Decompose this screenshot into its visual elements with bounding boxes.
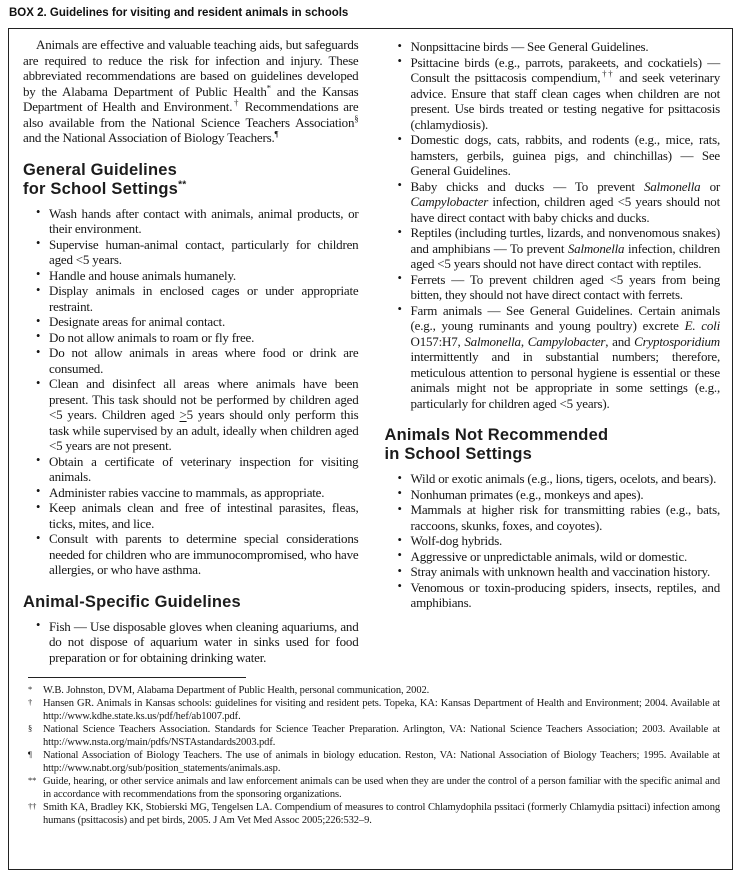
footnote-divider bbox=[28, 677, 246, 678]
bullet-item: • Domestic dogs, cats, rabbits, and rodents (e.g., mice, rats, hamsters, gerbils, guinea pigs, and chinchillas) — See General Guidelines. bbox=[411, 132, 721, 179]
bullet-item: • Ferrets — To prevent children aged <5 years from being bitten, they should not have direct contact with ferrets. bbox=[411, 272, 721, 303]
bullet-item: • Farm animals — See General Guidelines. Certain animals (e.g., young ruminants and young poultry) excrete E. coli O157:H7, Salmonella, Campylobacter, and Cryptosporidium intermittently and in substantial numbers; therefore, meticulous attention to personal hygiene is essential or these animals might not be appropriate in some settings (e.g., particularly for children aged <5 years). bbox=[411, 303, 721, 412]
left-column bbox=[23, 37, 359, 665]
animal-specific-list-continued bbox=[385, 39, 721, 411]
bullet-item: • Baby chicks and ducks — To prevent Salmonella or Campylobacter infection, children aged <5 years should not have direct contact with baby chicks and ducks. bbox=[411, 179, 721, 226]
animal-specific-list bbox=[23, 619, 359, 666]
bullet-item: • Mammals at higher risk for transmitting rabies (e.g., bats, raccoons, skunks, foxes, and coyotes). bbox=[411, 502, 721, 533]
footnote-marker: †† bbox=[28, 801, 37, 811]
bullet-item: • Display animals in enclosed cages or under appropriate restraint. bbox=[49, 283, 359, 314]
bullet-item: • Do not allow animals in areas where food or drink are consumed. bbox=[49, 345, 359, 376]
bullet-item: • Wolf-dog hybrids. bbox=[411, 533, 721, 549]
box-title: BOX 2. Guidelines for visiting and resident animals in schools bbox=[9, 7, 349, 19]
heading-animal-specific-guidelines bbox=[23, 593, 359, 612]
footnote-text: National Science Teachers Association. Standards for Science Teacher Preparation. Arlington, VA: National Science Teachers Association; 2003. Available at http://www.nsta.org/main/pdfs/NSTAstandards2003.pdf. bbox=[43, 724, 720, 748]
heading-line: General Guidelines bbox=[23, 160, 177, 179]
bullet-item: • Nonpsittacine birds — See General Guidelines. bbox=[411, 39, 721, 55]
bullet-item: • Consult with parents to determine special considerations needed for children who are immunocompromised, who have allergies, or who have asthma. bbox=[49, 531, 359, 578]
bullet-item: • Wild or exotic animals (e.g., lions, tigers, ocelots, and bears). bbox=[411, 471, 721, 487]
bullet-item: • Keep animals clean and free of intestinal parasites, fleas, ticks, mites, and lice. bbox=[49, 500, 359, 531]
bullet-item: • Psittacine birds (e.g., parrots, parakeets, and cockatiels) — Consult the psittacosis compendium,†† and seek veterinary advice. Ensure that staff clean cages when children are not present. Use birds treated or testing negative for psittacosis (chlamydiosis). bbox=[411, 55, 721, 133]
footnote-marker: * bbox=[28, 684, 33, 694]
footnote bbox=[23, 801, 720, 827]
bullet-item: • Wash hands after contact with animals, animal products, or their environment. bbox=[49, 206, 359, 237]
heading-line: in School Settings bbox=[384, 445, 533, 463]
heading-line: Animals Not Recommended bbox=[384, 426, 609, 444]
footnote-text: Hansen GR. Animals in Kansas schools: guidelines for visiting and resident pets. Topeka, KA: Kansas Department of Health and Environment; 2004. Available at http://www.kdhe.state.ks.us/pdf/hef/ab1007.pdf. bbox=[43, 698, 720, 722]
bullet-item: • Handle and house animals humanely. bbox=[49, 268, 359, 284]
bullet-item: • Do not allow animals to roam or fly free. bbox=[49, 330, 359, 346]
general-guidelines-list bbox=[23, 206, 359, 578]
bullet-item: • Stray animals with unknown health and vaccination history. bbox=[411, 564, 721, 580]
bullet-item: • Designate areas for animal contact. bbox=[49, 314, 359, 330]
footnote bbox=[23, 775, 720, 801]
bullet-item: • Clean and disinfect all areas where animals have been present. This task should not be performed by children aged <5 years. Children aged >5 years should only perform this task while supervised by an adult, ideally when children aged <5 years are not present. bbox=[49, 376, 359, 454]
intro-paragraph: Animals are effective and valuable teaching aids, but safeguards are required to reduce the risk for infection and injury. These abbreviated recommendations are based on guidelines developed by the Alabama Department of Public Health* and the Kansas Department of Health and Environment.† Recommendations are also available from the National Science Teachers Association§ and the National Association of Biology Teachers.¶ bbox=[23, 37, 359, 145]
footnote-text: Guide, hearing, or other service animals and law enforcement animals can be used when they are under the control of a person familiar with the specific animal and in accordance with recommendations from the sponsoring organizations. bbox=[43, 776, 720, 800]
heading-line: Animal-Specific Guidelines bbox=[23, 592, 241, 611]
heading-line: for School Settings** bbox=[23, 179, 187, 198]
footnote bbox=[23, 723, 720, 749]
guidelines-box bbox=[8, 28, 733, 870]
footnote bbox=[23, 697, 720, 723]
bullet-item: • Aggressive or unpredictable animals, wild or domestic. bbox=[411, 549, 721, 565]
footnote-text: Smith KA, Bradley KK, Stobierski MG, Tengelsen LA. Compendium of measures to control Chlamydophila pssitaci (formerly Chlamydia psittaci) infection among humans (psittacosis) and pet birds, 2005. J Am Vet Med Assoc 2005;226:532–9. bbox=[43, 802, 720, 826]
footnote-marker: ¶ bbox=[28, 749, 32, 759]
bullet-item: • Venomous or toxin-producing spiders, insects, reptiles, and amphibians. bbox=[411, 580, 721, 611]
bullet-item: • Nonhuman primates (e.g., monkeys and apes). bbox=[411, 487, 721, 503]
footnotes-section bbox=[23, 677, 720, 827]
two-column-layout bbox=[23, 37, 720, 665]
footnote-marker: † bbox=[28, 697, 33, 707]
not-recommended-list bbox=[385, 471, 721, 611]
heading-animals-not-recommended bbox=[385, 426, 721, 464]
footnote-text: National Association of Biology Teachers. The use of animals in biology education. Reston, VA: National Association of Biology Teachers; 1995. Available at http://www.nabt.org/sub/position_statements/animals.asp. bbox=[43, 750, 720, 774]
footnote bbox=[23, 684, 720, 697]
bullet-item: • Administer rabies vaccine to mammals, as appropriate. bbox=[49, 485, 359, 501]
footnote-marker: ** bbox=[28, 775, 37, 785]
bullet-item: • Reptiles (including turtles, lizards, and nonvenomous snakes) and amphibians — To prevent Salmonella infection, children aged <5 years should not have direct contact with reptiles. bbox=[411, 225, 721, 272]
footnote-text: W.B. Johnston, DVM, Alabama Department of Public Health, personal communication, 2002. bbox=[43, 685, 430, 696]
heading-general-guidelines bbox=[23, 161, 359, 199]
bullet-item: • Obtain a certificate of veterinary inspection for visiting animals. bbox=[49, 454, 359, 485]
bullet-item: • Supervise human-animal contact, particularly for children aged <5 years. bbox=[49, 237, 359, 268]
bullet-item: • Fish — Use disposable gloves when cleaning aquariums, and do not dispose of aquarium water in sinks used for food preparation or for obtaining drinking water. bbox=[49, 619, 359, 666]
footnote bbox=[23, 749, 720, 775]
right-column bbox=[385, 37, 721, 665]
footnote-marker: § bbox=[28, 723, 33, 733]
